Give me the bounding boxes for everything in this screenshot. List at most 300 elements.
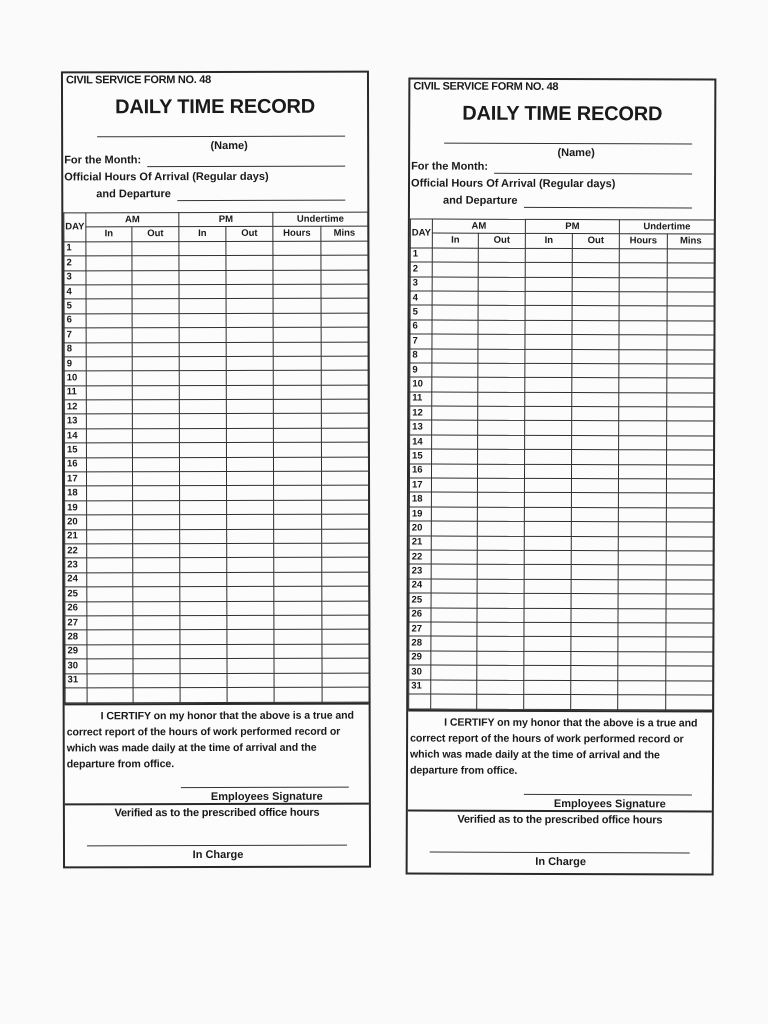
am-in-cell[interactable] — [86, 270, 132, 285]
pm-in-cell[interactable] — [180, 500, 227, 515]
pm-out-cell[interactable] — [571, 507, 618, 522]
am-out-cell[interactable] — [132, 256, 179, 271]
am-out-cell[interactable] — [132, 357, 179, 372]
undertime-mins-cell[interactable] — [321, 428, 368, 443]
am-in-cell[interactable] — [431, 478, 477, 493]
pm-in-cell[interactable] — [180, 558, 227, 573]
month-field[interactable] — [64, 152, 367, 170]
pm-out-cell[interactable] — [226, 414, 273, 429]
am-out-cell[interactable] — [477, 550, 524, 565]
pm-out-cell[interactable] — [572, 277, 619, 292]
pm-in-cell[interactable] — [525, 421, 572, 436]
pm-in-cell[interactable] — [179, 400, 226, 415]
am-out-cell[interactable] — [477, 478, 524, 493]
am-out-cell[interactable] — [477, 464, 524, 479]
am-out-cell[interactable] — [478, 392, 525, 407]
undertime-hours-cell[interactable] — [619, 378, 667, 393]
am-out-cell[interactable] — [478, 320, 525, 335]
pm-out-cell[interactable] — [571, 479, 618, 494]
undertime-hours-cell[interactable] — [619, 392, 667, 407]
pm-in-cell[interactable] — [524, 637, 571, 652]
am-out-cell[interactable] — [477, 565, 524, 580]
am-out-cell[interactable] — [477, 536, 524, 551]
undertime-mins-cell[interactable] — [321, 313, 368, 328]
undertime-hours-cell[interactable] — [618, 522, 666, 537]
am-in-cell[interactable] — [86, 256, 132, 271]
pm-in-cell[interactable] — [525, 435, 572, 450]
undertime-mins-cell[interactable] — [321, 284, 368, 299]
am-out-cell[interactable] — [132, 270, 179, 285]
undertime-hours-cell[interactable] — [273, 457, 321, 472]
undertime-mins-cell[interactable] — [322, 658, 369, 673]
am-out-cell[interactable] — [132, 328, 179, 343]
pm-out-cell[interactable] — [571, 522, 618, 537]
pm-out-cell[interactable] — [571, 536, 618, 551]
am-in-cell[interactable] — [87, 616, 133, 631]
am-out-cell[interactable] — [132, 285, 179, 300]
pm-in-cell[interactable] — [524, 478, 571, 493]
pm-out-cell[interactable] — [571, 551, 618, 566]
undertime-mins-cell[interactable] — [667, 349, 714, 364]
pm-in-cell[interactable] — [524, 565, 571, 580]
undertime-mins-cell[interactable] — [321, 356, 368, 371]
pm-out-cell[interactable] — [226, 284, 273, 299]
am-in-cell[interactable] — [431, 608, 477, 623]
pm-in-cell[interactable] — [524, 522, 571, 537]
am-in-cell[interactable] — [87, 472, 133, 487]
am-in-cell[interactable] — [432, 277, 478, 292]
am-out-cell[interactable] — [133, 572, 180, 587]
am-in-cell[interactable] — [87, 673, 133, 688]
undertime-hours-cell[interactable] — [619, 277, 667, 292]
undertime-mins-cell[interactable] — [667, 393, 714, 408]
am-out-cell[interactable] — [133, 486, 180, 501]
undertime-mins-cell[interactable] — [667, 436, 714, 451]
undertime-hours-cell[interactable] — [273, 442, 321, 457]
undertime-hours-cell[interactable] — [618, 623, 666, 638]
undertime-mins-cell[interactable] — [322, 557, 369, 572]
am-in-cell[interactable] — [431, 622, 477, 637]
am-out-cell[interactable] — [478, 363, 525, 378]
pm-out-cell[interactable] — [227, 673, 274, 688]
am-out-cell[interactable] — [133, 500, 180, 515]
undertime-mins-cell[interactable] — [321, 298, 368, 313]
in-charge-signature-line[interactable] — [87, 845, 347, 847]
pm-out-cell[interactable] — [572, 407, 619, 422]
undertime-hours-cell[interactable] — [273, 385, 321, 400]
pm-out-cell[interactable] — [571, 622, 618, 637]
undertime-hours-cell[interactable] — [274, 601, 322, 616]
departure-field[interactable] — [64, 186, 367, 204]
pm-in-cell[interactable] — [179, 428, 226, 443]
undertime-mins-cell[interactable] — [321, 241, 368, 256]
am-out-cell[interactable] — [477, 622, 524, 637]
undertime-mins-cell[interactable] — [322, 529, 369, 544]
am-in-cell[interactable] — [87, 572, 133, 587]
pm-in-cell[interactable] — [524, 536, 571, 551]
pm-in-cell[interactable] — [179, 414, 226, 429]
am-out-cell[interactable] — [132, 313, 179, 328]
pm-out-cell[interactable] — [226, 385, 273, 400]
undertime-mins-cell[interactable] — [667, 321, 714, 336]
departure-field[interactable] — [411, 192, 714, 210]
pm-out-cell[interactable] — [226, 457, 273, 472]
pm-in-cell[interactable] — [180, 644, 227, 659]
pm-in-cell[interactable] — [525, 291, 572, 306]
pm-in-cell[interactable] — [524, 608, 571, 623]
am-out-cell[interactable] — [477, 637, 524, 652]
pm-out-cell[interactable] — [227, 630, 274, 645]
am-in-cell[interactable] — [87, 587, 133, 602]
pm-in-cell[interactable] — [525, 349, 572, 364]
undertime-mins-cell[interactable] — [666, 580, 713, 595]
am-in-cell[interactable] — [432, 262, 478, 277]
undertime-hours-cell[interactable] — [619, 248, 667, 263]
pm-in-cell[interactable] — [179, 443, 226, 458]
undertime-mins-cell[interactable] — [321, 399, 368, 414]
departure-line[interactable] — [177, 199, 345, 201]
am-in-cell[interactable] — [431, 507, 477, 522]
undertime-hours-cell[interactable] — [274, 586, 322, 601]
undertime-hours-cell[interactable] — [618, 565, 666, 580]
pm-in-cell[interactable] — [179, 270, 226, 285]
am-in-cell[interactable] — [86, 457, 132, 472]
undertime-hours-cell[interactable] — [274, 529, 322, 544]
pm-out-cell[interactable] — [571, 637, 618, 652]
month-line[interactable] — [147, 165, 345, 168]
pm-in-cell[interactable] — [180, 659, 227, 674]
pm-in-cell[interactable] — [524, 550, 571, 565]
am-in-cell[interactable] — [432, 248, 478, 263]
pm-out-cell[interactable] — [572, 263, 619, 278]
am-in-cell[interactable] — [87, 529, 133, 544]
pm-out-cell[interactable] — [227, 644, 274, 659]
pm-in-cell[interactable] — [180, 543, 227, 558]
pm-in-cell[interactable] — [525, 392, 572, 407]
undertime-mins-cell[interactable] — [322, 629, 369, 644]
am-in-cell[interactable] — [431, 651, 477, 666]
pm-out-cell[interactable] — [227, 601, 274, 616]
undertime-hours-cell[interactable] — [618, 637, 666, 652]
pm-in-cell[interactable] — [524, 579, 571, 594]
pm-out-cell[interactable] — [572, 435, 619, 450]
undertime-hours-cell[interactable] — [273, 414, 321, 429]
am-out-cell[interactable] — [477, 680, 524, 695]
undertime-mins-cell[interactable] — [666, 493, 713, 508]
undertime-mins-cell[interactable] — [321, 327, 368, 342]
pm-out-cell[interactable] — [227, 515, 274, 530]
am-in-cell[interactable] — [432, 421, 478, 436]
am-out-cell[interactable] — [477, 665, 524, 680]
am-out-cell[interactable] — [477, 593, 524, 608]
undertime-hours-cell[interactable] — [618, 666, 666, 681]
undertime-mins-cell[interactable] — [667, 378, 714, 393]
undertime-hours-cell[interactable] — [274, 615, 322, 630]
undertime-hours-cell[interactable] — [273, 299, 321, 314]
pm-out-cell[interactable] — [572, 421, 619, 436]
pm-in-cell[interactable] — [524, 622, 571, 637]
am-in-cell[interactable] — [87, 659, 133, 674]
am-in-cell[interactable] — [87, 501, 133, 516]
undertime-mins-cell[interactable] — [667, 292, 714, 307]
pm-in-cell[interactable] — [179, 328, 226, 343]
am-in-cell[interactable] — [86, 429, 132, 444]
pm-in-cell[interactable] — [525, 334, 572, 349]
am-out-cell[interactable] — [478, 349, 525, 364]
pm-in-cell[interactable] — [524, 507, 571, 522]
am-in-cell[interactable] — [432, 406, 478, 421]
undertime-hours-cell[interactable] — [619, 364, 667, 379]
pm-in-cell[interactable] — [179, 371, 226, 386]
undertime-mins-cell[interactable] — [667, 306, 714, 321]
am-in-cell[interactable] — [87, 644, 133, 659]
am-out-cell[interactable] — [133, 515, 180, 530]
pm-in-cell[interactable] — [179, 256, 226, 271]
pm-out-cell[interactable] — [226, 270, 273, 285]
pm-out-cell[interactable] — [572, 306, 619, 321]
undertime-hours-cell[interactable] — [618, 651, 666, 666]
pm-out-cell[interactable] — [572, 248, 619, 263]
pm-out-cell[interactable] — [227, 500, 274, 515]
pm-out-cell[interactable] — [571, 493, 618, 508]
pm-in-cell[interactable] — [179, 342, 226, 357]
undertime-hours-cell[interactable] — [273, 327, 321, 342]
am-in-cell[interactable] — [431, 464, 477, 479]
am-out-cell[interactable] — [478, 291, 525, 306]
am-out-cell[interactable] — [477, 521, 524, 536]
undertime-hours-cell[interactable] — [618, 493, 666, 508]
am-out-cell[interactable] — [477, 651, 524, 666]
undertime-mins-cell[interactable] — [321, 457, 368, 472]
undertime-hours-cell[interactable] — [619, 450, 667, 465]
am-out-cell[interactable] — [133, 644, 180, 659]
undertime-hours-cell[interactable] — [273, 284, 321, 299]
am-in-cell[interactable] — [86, 299, 132, 314]
pm-in-cell[interactable] — [179, 241, 226, 256]
pm-out-cell[interactable] — [227, 486, 274, 501]
pm-out-cell[interactable] — [571, 651, 618, 666]
in-charge-signature-line[interactable] — [430, 851, 690, 853]
am-in-cell[interactable] — [432, 305, 478, 320]
undertime-mins-cell[interactable] — [321, 442, 368, 457]
pm-in-cell[interactable] — [180, 572, 227, 587]
am-in-cell[interactable] — [432, 435, 478, 450]
pm-in-cell[interactable] — [180, 587, 227, 602]
undertime-mins-cell[interactable] — [666, 608, 713, 623]
pm-out-cell[interactable] — [226, 342, 273, 357]
undertime-mins-cell[interactable] — [322, 500, 369, 515]
am-in-cell[interactable] — [432, 291, 478, 306]
undertime-hours-cell[interactable] — [273, 342, 321, 357]
undertime-mins-cell[interactable] — [667, 277, 714, 292]
pm-in-cell[interactable] — [180, 673, 227, 688]
am-out-cell[interactable] — [133, 472, 180, 487]
undertime-mins-cell[interactable] — [667, 364, 714, 379]
am-out-cell[interactable] — [478, 421, 525, 436]
pm-in-cell[interactable] — [524, 594, 571, 609]
undertime-mins-cell[interactable] — [667, 407, 714, 422]
am-out-cell[interactable] — [478, 277, 525, 292]
am-out-cell[interactable] — [132, 371, 179, 386]
am-out-cell[interactable] — [133, 659, 180, 674]
pm-out-cell[interactable] — [227, 572, 274, 587]
undertime-mins-cell[interactable] — [666, 508, 713, 523]
am-in-cell[interactable] — [431, 564, 477, 579]
undertime-mins-cell[interactable] — [666, 479, 713, 494]
undertime-mins-cell[interactable] — [322, 471, 369, 486]
am-out-cell[interactable] — [133, 616, 180, 631]
pm-out-cell[interactable] — [571, 464, 618, 479]
pm-in-cell[interactable] — [525, 248, 572, 263]
am-out-cell[interactable] — [133, 529, 180, 544]
undertime-hours-cell[interactable] — [273, 356, 321, 371]
pm-out-cell[interactable] — [226, 371, 273, 386]
undertime-hours-cell[interactable] — [618, 594, 666, 609]
pm-out-cell[interactable] — [226, 256, 273, 271]
undertime-hours-cell[interactable] — [619, 436, 667, 451]
undertime-hours-cell[interactable] — [618, 479, 666, 494]
undertime-hours-cell[interactable] — [618, 608, 666, 623]
pm-in-cell[interactable] — [524, 651, 571, 666]
pm-in-cell[interactable] — [525, 277, 572, 292]
undertime-mins-cell[interactable] — [322, 486, 369, 501]
am-out-cell[interactable] — [478, 248, 525, 263]
undertime-hours-cell[interactable] — [274, 673, 322, 688]
pm-in-cell[interactable] — [525, 363, 572, 378]
pm-out-cell[interactable] — [571, 565, 618, 580]
undertime-mins-cell[interactable] — [667, 263, 714, 278]
am-in-cell[interactable] — [86, 443, 132, 458]
pm-in-cell[interactable] — [525, 378, 572, 393]
pm-out-cell[interactable] — [571, 680, 618, 695]
undertime-mins-cell[interactable] — [666, 465, 713, 480]
am-out-cell[interactable] — [478, 306, 525, 321]
pm-out-cell[interactable] — [571, 579, 618, 594]
am-in-cell[interactable] — [432, 392, 478, 407]
am-in-cell[interactable] — [86, 371, 132, 386]
undertime-mins-cell[interactable] — [666, 680, 713, 695]
undertime-hours-cell[interactable] — [274, 471, 322, 486]
pm-in-cell[interactable] — [180, 529, 227, 544]
am-out-cell[interactable] — [132, 400, 179, 415]
am-out-cell[interactable] — [133, 673, 180, 688]
am-out-cell[interactable] — [132, 428, 179, 443]
undertime-hours-cell[interactable] — [619, 320, 667, 335]
undertime-mins-cell[interactable] — [667, 335, 714, 350]
pm-out-cell[interactable] — [227, 529, 274, 544]
am-in-cell[interactable] — [432, 349, 478, 364]
am-in-cell[interactable] — [432, 449, 478, 464]
am-in-cell[interactable] — [431, 579, 477, 594]
undertime-hours-cell[interactable] — [274, 572, 322, 587]
pm-in-cell[interactable] — [524, 464, 571, 479]
am-in-cell[interactable] — [431, 593, 477, 608]
am-out-cell[interactable] — [133, 558, 180, 573]
am-out-cell[interactable] — [478, 406, 525, 421]
undertime-hours-cell[interactable] — [618, 680, 666, 695]
pm-in-cell[interactable] — [524, 493, 571, 508]
pm-out-cell[interactable] — [226, 428, 273, 443]
am-in-cell[interactable] — [86, 385, 132, 400]
pm-out-cell[interactable] — [571, 594, 618, 609]
undertime-mins-cell[interactable] — [322, 543, 369, 558]
undertime-mins-cell[interactable] — [666, 565, 713, 580]
am-in-cell[interactable] — [86, 414, 132, 429]
am-out-cell[interactable] — [477, 507, 524, 522]
month-line[interactable] — [494, 172, 692, 175]
undertime-hours-cell[interactable] — [273, 428, 321, 443]
am-out-cell[interactable] — [132, 385, 179, 400]
pm-in-cell[interactable] — [180, 615, 227, 630]
am-in-cell[interactable] — [87, 486, 133, 501]
pm-out-cell[interactable] — [227, 543, 274, 558]
am-out-cell[interactable] — [132, 342, 179, 357]
pm-in-cell[interactable] — [179, 299, 226, 314]
pm-in-cell[interactable] — [525, 406, 572, 421]
undertime-hours-cell[interactable] — [273, 313, 321, 328]
pm-in-cell[interactable] — [180, 601, 227, 616]
undertime-hours-cell[interactable] — [274, 514, 322, 529]
undertime-mins-cell[interactable] — [321, 342, 368, 357]
pm-out-cell[interactable] — [226, 241, 273, 256]
undertime-mins-cell[interactable] — [666, 666, 713, 681]
undertime-hours-cell[interactable] — [618, 508, 666, 523]
am-in-cell[interactable] — [431, 680, 477, 695]
undertime-mins-cell[interactable] — [666, 652, 713, 667]
pm-out-cell[interactable] — [571, 666, 618, 681]
pm-in-cell[interactable] — [179, 385, 226, 400]
undertime-hours-cell[interactable] — [273, 255, 321, 270]
am-in-cell[interactable] — [87, 630, 133, 645]
pm-out-cell[interactable] — [226, 399, 273, 414]
pm-in-cell[interactable] — [180, 630, 227, 645]
undertime-mins-cell[interactable] — [321, 255, 368, 270]
am-out-cell[interactable] — [133, 601, 180, 616]
pm-in-cell[interactable] — [525, 306, 572, 321]
am-out-cell[interactable] — [132, 299, 179, 314]
undertime-hours-cell[interactable] — [273, 371, 321, 386]
am-in-cell[interactable] — [431, 521, 477, 536]
undertime-mins-cell[interactable] — [666, 536, 713, 551]
pm-out-cell[interactable] — [227, 558, 274, 573]
pm-out-cell[interactable] — [227, 615, 274, 630]
undertime-mins-cell[interactable] — [321, 270, 368, 285]
undertime-hours-cell[interactable] — [273, 270, 321, 285]
pm-out-cell[interactable] — [572, 291, 619, 306]
month-field[interactable] — [411, 158, 714, 176]
undertime-mins-cell[interactable] — [322, 673, 369, 688]
pm-in-cell[interactable] — [179, 313, 226, 328]
pm-in-cell[interactable] — [525, 263, 572, 278]
undertime-mins-cell[interactable] — [667, 450, 714, 465]
pm-out-cell[interactable] — [571, 608, 618, 623]
undertime-hours-cell[interactable] — [274, 644, 322, 659]
pm-out-cell[interactable] — [226, 327, 273, 342]
undertime-mins-cell[interactable] — [666, 637, 713, 652]
am-out-cell[interactable] — [133, 544, 180, 559]
undertime-hours-cell[interactable] — [619, 263, 667, 278]
undertime-mins-cell[interactable] — [322, 572, 369, 587]
am-in-cell[interactable] — [87, 544, 133, 559]
am-in-cell[interactable] — [432, 363, 478, 378]
undertime-mins-cell[interactable] — [321, 370, 368, 385]
undertime-hours-cell[interactable] — [619, 421, 667, 436]
am-in-cell[interactable] — [87, 558, 133, 573]
am-out-cell[interactable] — [477, 493, 524, 508]
am-out-cell[interactable] — [478, 449, 525, 464]
am-in-cell[interactable] — [431, 665, 477, 680]
undertime-hours-cell[interactable] — [618, 464, 666, 479]
